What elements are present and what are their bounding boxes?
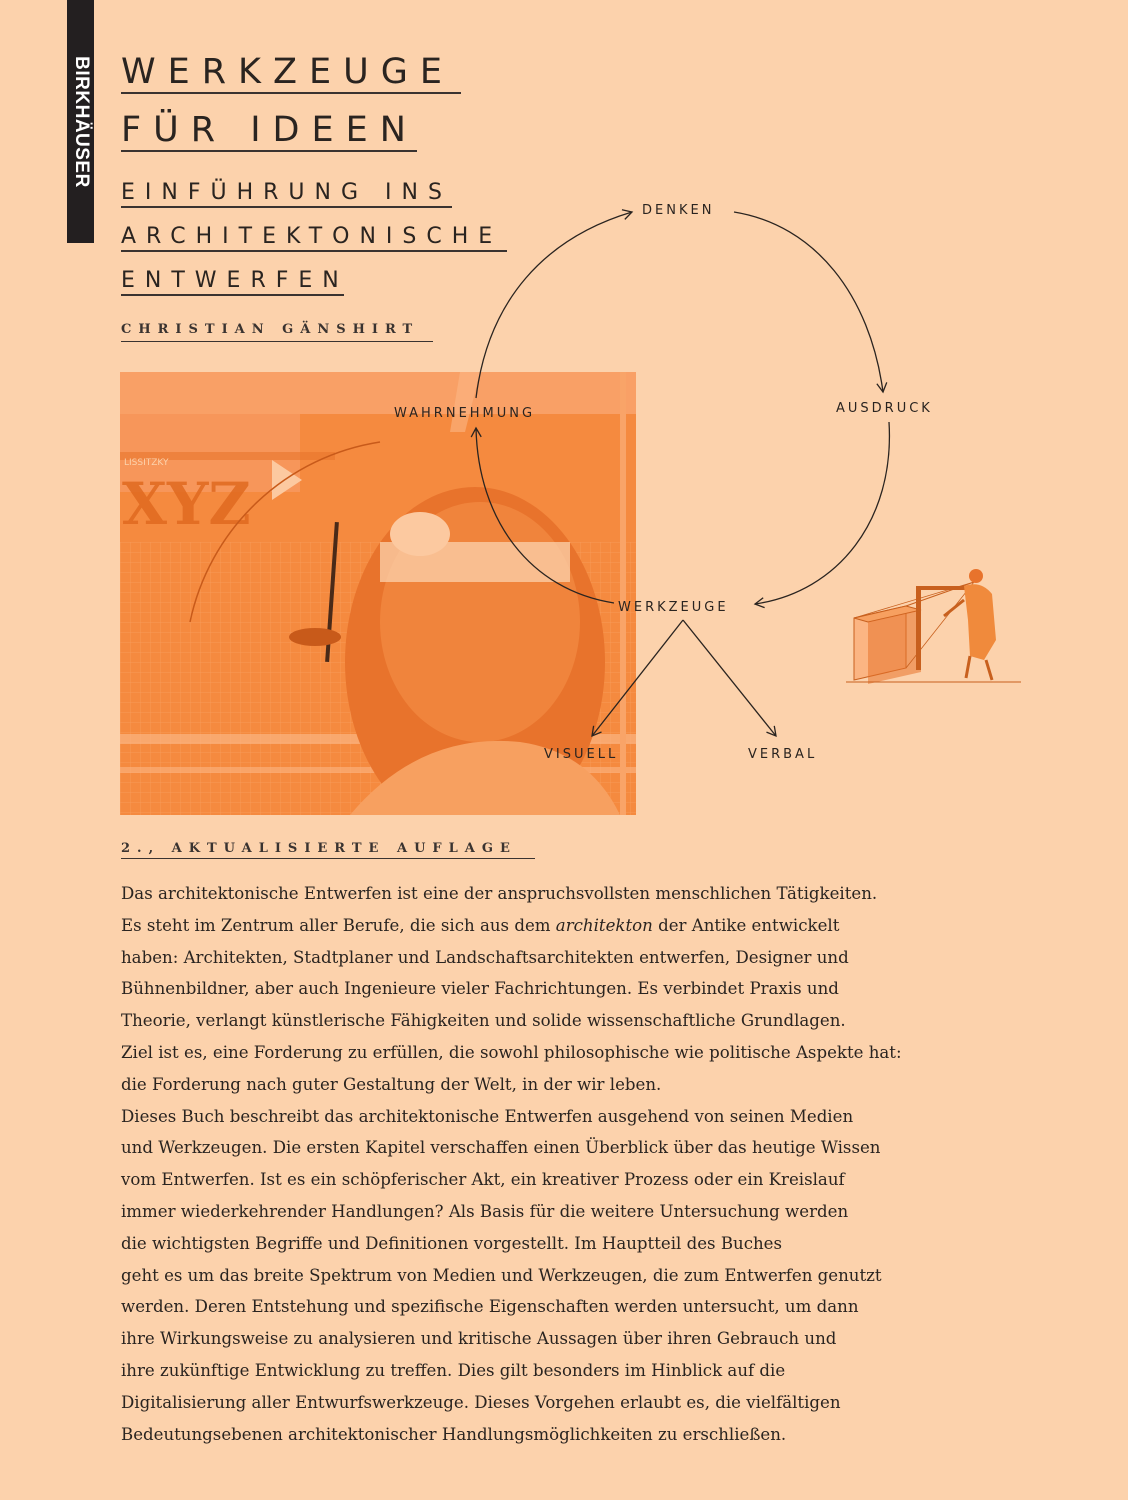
blurb-line (121, 1164, 961, 1196)
blurb-segment: der Antike entwickelt (652, 915, 840, 935)
edition-underline (121, 858, 535, 859)
blurb-segment: geht es um das breite Spektrum von Medien und Werkzeugen, die zum Entwerfen genutzt (121, 1265, 882, 1285)
blurb-segment: Ziel ist es, eine Forderung zu erfüllen, die sowohl philosophische wie politische Aspekte hat: (121, 1042, 902, 1062)
blurb-segment: haben: Architekten, Stadtplaner und Landschaftsarchitekten entwerfen, Designer und (121, 947, 849, 967)
diagram-label-werkzeuge: WERKZEUGE (618, 600, 729, 615)
blurb-segment: vom Entwerfen. Ist es ein schöpferischer Akt, ein kreativer Prozess oder ein Kreislauf (121, 1170, 845, 1190)
blurb-text (121, 878, 961, 1450)
draughtsman-illustration (846, 560, 1026, 690)
blurb-line (121, 973, 961, 1005)
edition-label: 2., AKTUALISIERTE AUFLAGE (121, 841, 517, 856)
blurb-line (121, 1101, 961, 1133)
arc-wahrnehmung-denken (476, 212, 632, 398)
blurb-line (121, 1132, 961, 1164)
diagram-label-denken: DENKEN (642, 203, 715, 218)
blurb-segment: die wichtigsten Begriffe und Definitionen vorgestellt. Im Hauptteil des Buches (121, 1233, 783, 1253)
subtitle-line-2: ARCHITEKTONISCHE (121, 224, 503, 249)
blurb-segment: Theorie, verlangt künstlerische Fähigkeiten und solide wissenschaftliche Grundlagen. (121, 1011, 846, 1031)
blurb-segment: Es steht im Zentrum aller Berufe, die sich aus dem (121, 915, 556, 935)
photo-label: LISSITZKY (124, 458, 169, 468)
blurb-segment: ihre zukünftige Entwicklung zu treffen. Dies gilt besonders im Hinblick auf die (121, 1360, 786, 1380)
blurb-line (121, 1260, 961, 1292)
photo-letters: XYZ (122, 470, 251, 538)
title-line-2: FÜR IDEEN (121, 110, 418, 150)
blurb-line (121, 1291, 961, 1323)
arc-denken-ausdruck (734, 212, 883, 392)
blurb-segment: die Forderung nach guter Gestaltung der Welt, in der wir leben. (121, 1074, 662, 1094)
diagram-label-wahrnehmung: WAHRNEHMUNG (394, 406, 536, 421)
blurb-line (121, 1228, 961, 1260)
blurb-segment: werden. Deren Entstehung und spezifische Eigenschaften werden untersucht, um dann (121, 1297, 859, 1317)
blurb-line (121, 1037, 961, 1069)
blurb-line (121, 1005, 961, 1037)
blurb-line (121, 1323, 961, 1355)
blurb-line (121, 1196, 961, 1228)
subtitle-line-1: EINFÜHRUNG INS (121, 180, 452, 205)
branch-visuell (592, 620, 683, 736)
branch-verbal (683, 620, 776, 736)
blurb-line (121, 1419, 961, 1451)
diagram-label-ausdruck: AUSDRUCK (836, 401, 933, 416)
blurb-line (121, 878, 961, 910)
blurb-line (121, 1355, 961, 1387)
blurb-segment: und Werkzeugen. Die ersten Kapitel verschaffen einen Überblick über das heutige Wissen (121, 1138, 881, 1158)
title-line-1: WERKZEUGE (121, 52, 454, 92)
diagram-label-visuell: VISUELL (544, 747, 619, 762)
blurb-emphasis: architekton (555, 915, 653, 935)
arc-werkzeuge-wahrnehmung (476, 428, 614, 603)
blurb-segment: Dieses Buch beschreibt das architektonische Entwerfen ausgehend von seinen Medien (121, 1106, 854, 1126)
blurb-line (121, 1069, 961, 1101)
blurb-segment: Bedeutungsebenen architektonischer Handlungsmöglichkeiten zu erschließen. (121, 1424, 787, 1444)
blurb-segment: ihre Wirkungsweise zu analysieren und kritische Aussagen über ihren Gebrauch und (121, 1329, 837, 1349)
blurb-segment: immer wiederkehrender Handlungen? Als Basis für die weitere Untersuchung werden (121, 1201, 849, 1221)
blurb-segment: Digitalisierung aller Entwurfswerkzeuge. Dieses Vorgehen erlaubt es, die vielfältigen (121, 1392, 841, 1412)
blurb-line (121, 910, 961, 942)
subtitle-line-3: ENTWERFEN (121, 268, 349, 293)
blurb-segment: Bühnenbildner, aber auch Ingenieure vieler Fachrichtungen. Es verbindet Praxis und (121, 979, 839, 999)
blurb-line (121, 1387, 961, 1419)
blurb-segment: Das architektonische Entwerfen ist eine der anspruchsvollsten menschlichen Tätigkeiten. (121, 884, 878, 903)
blurb-line (121, 942, 961, 974)
publisher-name: BIRKHÄUSER (70, 55, 92, 188)
diagram-label-verbal: VERBAL (748, 747, 818, 762)
author-name: CHRISTIAN GÄNSHIRT (121, 322, 420, 337)
